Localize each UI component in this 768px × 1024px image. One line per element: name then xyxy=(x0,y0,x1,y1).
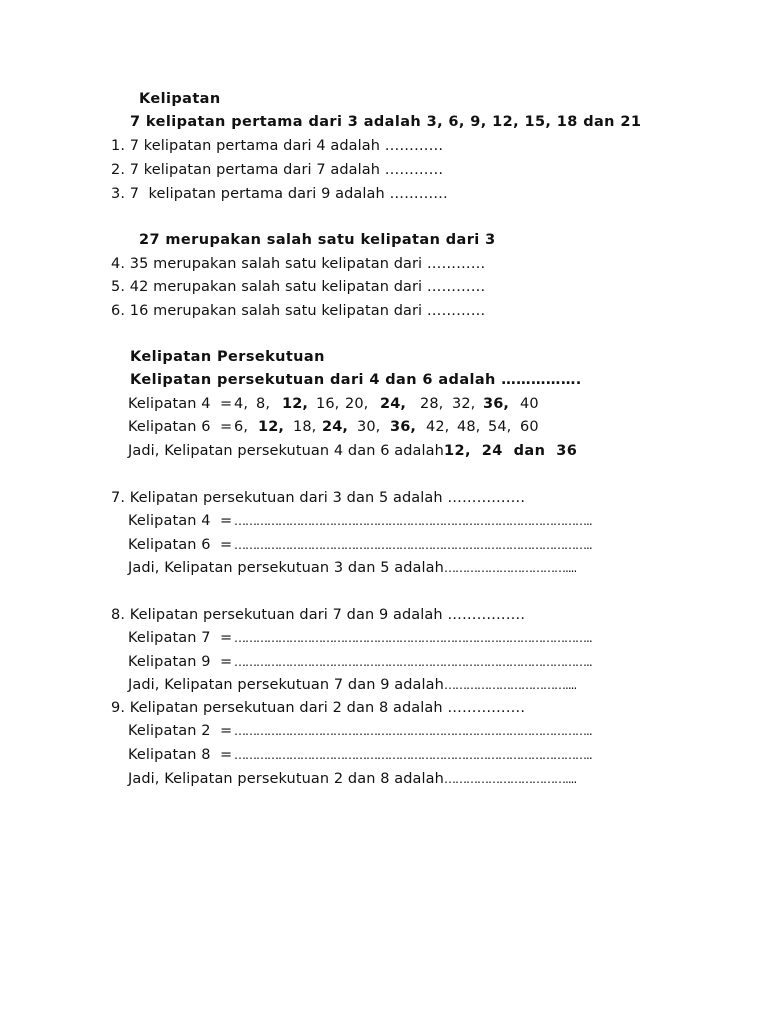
q7-conclusion-blank: …………………………….... xyxy=(444,561,577,575)
heading-kelipatan-persekutuan: Kelipatan Persekutuan xyxy=(130,349,325,365)
row4-label: Kelipatan 4 = xyxy=(128,396,233,412)
row6-number-common: 36, xyxy=(390,419,416,435)
row4-number: 28, xyxy=(420,396,444,412)
row6-number: 30, xyxy=(357,419,381,435)
conclusion-text: Jadi, Kelipatan persekutuan 4 dan 6 adalah xyxy=(128,443,444,459)
row4-number: 4, xyxy=(234,396,249,412)
question-5: 5. 42 merupakan salah satu kelipatan dari ………… xyxy=(111,279,486,295)
row6-label: Kelipatan 6 = xyxy=(128,419,233,435)
example-merupakan: 27 merupakan salah satu kelipatan dari 3 xyxy=(139,232,496,248)
row6-number: 6, xyxy=(234,419,249,435)
question-3: 3. 7 kelipatan pertama dari 9 adalah ………… xyxy=(111,186,448,202)
q7-line-b-label: Kelipatan 6 = xyxy=(128,537,233,553)
conclusion-answer: 12, 24 dan 36 xyxy=(444,443,578,459)
row4-number: 16, xyxy=(316,396,340,412)
question-1: 1. 7 kelipatan pertama dari 4 adalah ………… xyxy=(111,138,444,154)
q8-line-b-blank: …………………………………………………………………………………….. xyxy=(234,655,592,669)
row4-number: 8, xyxy=(256,396,271,412)
row4-number: 32, xyxy=(452,396,476,412)
q8-line-a-label: Kelipatan 7 = xyxy=(128,630,233,646)
heading-kelipatan: Kelipatan xyxy=(139,91,221,107)
q8-conclusion: Jadi, Kelipatan persekutuan 7 dan 9 adalah xyxy=(128,677,444,693)
question-7: 7. Kelipatan persekutuan dari 3 dan 5 adalah ……………. xyxy=(111,490,526,506)
q9-conclusion-blank: …………………………….... xyxy=(444,772,577,786)
question-8: 8. Kelipatan persekutuan dari 7 dan 9 adalah ……………. xyxy=(111,607,526,623)
row4-number: 20, xyxy=(345,396,369,412)
row4-number: 40 xyxy=(520,396,539,412)
q7-conclusion: Jadi, Kelipatan persekutuan 3 dan 5 adalah xyxy=(128,560,444,576)
row4-number-common: 24, xyxy=(380,396,406,412)
q7-line-a-label: Kelipatan 4 = xyxy=(128,513,233,529)
q7-line-b-blank: …………………………………………………………………………………….. xyxy=(234,538,592,552)
q9-line-a-label: Kelipatan 2 = xyxy=(128,723,233,739)
row6-number: 42, xyxy=(426,419,450,435)
q8-line-b-label: Kelipatan 9 = xyxy=(128,654,233,670)
row4-number-common: 12, xyxy=(282,396,308,412)
row6-number: 48, xyxy=(457,419,481,435)
q9-line-a-blank: …………………………………………………………………………………….. xyxy=(234,724,592,738)
question-2: 2. 7 kelipatan pertama dari 7 adalah ………… xyxy=(111,162,444,178)
q9-line-b-label: Kelipatan 8 = xyxy=(128,747,233,763)
question-4: 4. 35 merupakan salah satu kelipatan dari ………… xyxy=(111,256,486,272)
q8-conclusion-blank: …………………………….... xyxy=(444,678,577,692)
question-6: 6. 16 merupakan salah satu kelipatan dari ………… xyxy=(111,303,486,319)
row6-number-common: 12, xyxy=(258,419,284,435)
row6-number: 18, xyxy=(293,419,317,435)
row4-number-common: 36, xyxy=(483,396,509,412)
row6-number-common: 24, xyxy=(322,419,348,435)
row6-number: 54, xyxy=(488,419,512,435)
q9-conclusion: Jadi, Kelipatan persekutuan 2 dan 8 adalah xyxy=(128,771,444,787)
q8-line-a-blank: …………………………………………………………………………………….. xyxy=(234,631,592,645)
q7-line-a-blank: …………………………………………………………………………………….. xyxy=(234,514,592,528)
q9-line-b-blank: …………………………………………………………………………………….. xyxy=(234,748,592,762)
example-kelipatan-persekutuan: Kelipatan persekutuan dari 4 dan 6 adalah ……………. xyxy=(130,372,582,388)
question-9: 9. Kelipatan persekutuan dari 2 dan 8 adalah ……………. xyxy=(111,700,526,716)
row6-number: 60 xyxy=(520,419,539,435)
example-kelipatan: 7 kelipatan pertama dari 3 adalah 3, 6, 9, 12, 15, 18 dan 21 xyxy=(130,114,642,130)
